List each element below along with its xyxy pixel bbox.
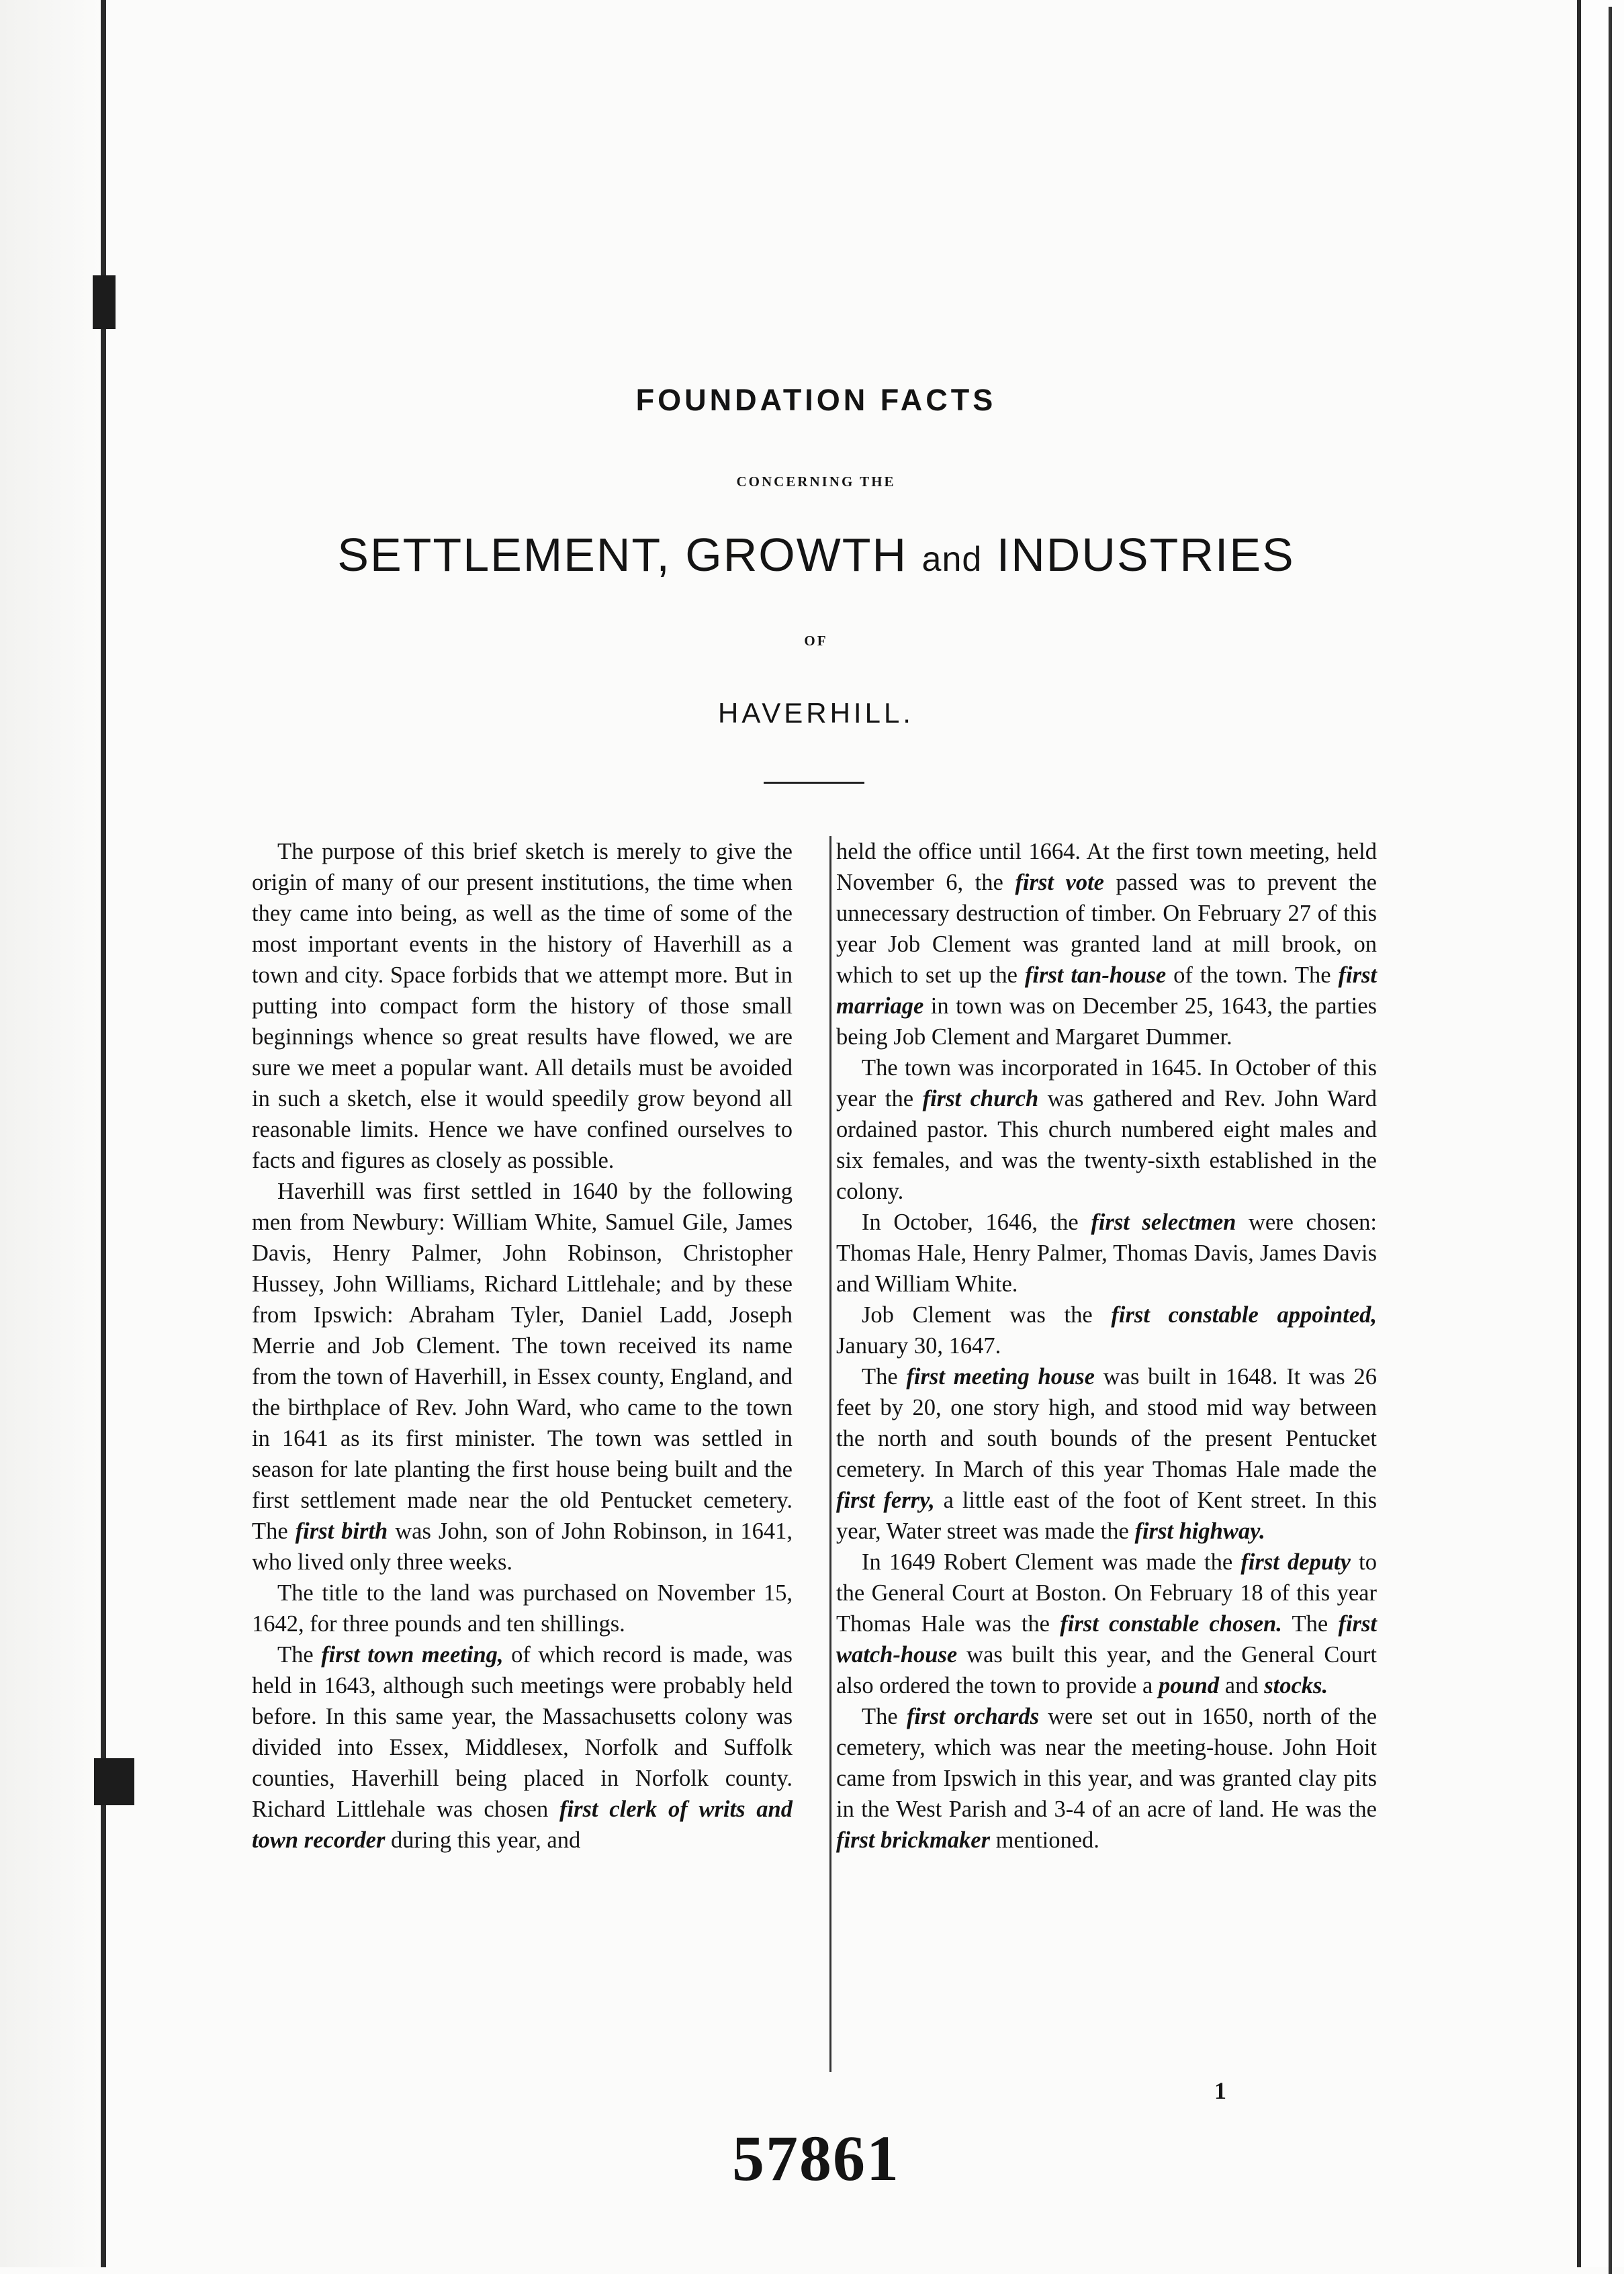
- accession-stamp: 57861: [732, 2122, 900, 2194]
- binding-shadow: [0, 0, 101, 2267]
- paragraph-text: in town was on December 25, 1643, the parties being Job Clement and Margaret Dummer.: [836, 993, 1377, 1050]
- paragraph: [836, 1052, 1377, 1207]
- paragraph: [252, 1176, 793, 1578]
- paragraph-text: January 30, 1647.: [836, 1333, 1001, 1359]
- emphasis-text: first church: [922, 1086, 1039, 1111]
- emphasis-text: first constable chosen.: [1060, 1611, 1282, 1637]
- title-main-part2: INDUSTRIES: [982, 529, 1295, 581]
- paragraph-text: of which record is made, was held in 1643, although such meetings were probably held before. In this same year, the Massachusetts colony was divided into Essex, Middlesex, Norfolk and Suffolk counties, Haverhill being placed in Norfolk county. Richard Littlehale was chosen: [252, 1642, 793, 1822]
- emphasis-text: first orchards: [906, 1704, 1040, 1729]
- paragraph-text: The: [862, 1364, 907, 1390]
- paragraph-text: In 1649 Robert Clement was made the: [862, 1549, 1241, 1575]
- binding-mark-top: [93, 275, 116, 329]
- binding-spine: [101, 0, 106, 2267]
- emphasis-text: stocks.: [1264, 1673, 1328, 1698]
- paragraph-text: The town was incorporated in 1645. In October of this year the: [836, 1055, 1377, 1111]
- paragraph-text: Haverhill was first settled in 1640 by the following men from Newbury: William White, Samuel Gile, James Davis, Henry Palmer, John Robinson, Christopher Hussey, John Williams, Richard Littlehale; and by these from Ipswich: Abraham Tyler, Daniel Ladd, Joseph Merrie and Job Clement. The town received its name from the town of Haverhill, in Essex county, England, and the birthplace of Rev. John Ward, who came to the town in 1641 as its first minister. The town was settled in season for late planting the first house being built and the first settlement made near the old Pentucket cemetery. The: [252, 1179, 793, 1544]
- paragraph: [836, 836, 1377, 1052]
- emphasis-text: first deputy: [1240, 1549, 1351, 1575]
- paragraph: [252, 836, 793, 1176]
- paragraph-text: were chosen: Thomas Hale, Henry Palmer, Thomas Davis, James Davis and William White.: [836, 1210, 1377, 1297]
- paragraph-text: Job Clement was the: [862, 1302, 1112, 1328]
- emphasis-text: first birth: [295, 1518, 388, 1544]
- column-divider: [829, 836, 831, 2072]
- page-number: 1: [1214, 2077, 1226, 2104]
- emphasis-text: first meeting house: [906, 1364, 1095, 1390]
- paragraph-text: and: [1219, 1673, 1265, 1698]
- paragraph-text: mentioned.: [990, 1827, 1099, 1853]
- paragraph-text: In October, 1646, the: [862, 1210, 1091, 1235]
- paragraph-text: The: [862, 1704, 907, 1729]
- paragraph-text: was John, son of John Robinson, in 1641, who lived only three weeks.: [252, 1518, 793, 1575]
- title-of: OF: [804, 633, 828, 649]
- emphasis-text: first town meeting,: [321, 1642, 504, 1668]
- paragraph-text: were set out in 1650, north of the cemetery, which was near the meeting-house. John Hoit came from Ipswich in this year, and was granted clay pits in the West Parish and 3-4 of an acre of land. He was the: [836, 1704, 1378, 1822]
- paragraph-text: during this year, and: [385, 1827, 581, 1853]
- paragraph: [836, 1207, 1377, 1300]
- emphasis-text: first marriage: [836, 962, 1378, 1019]
- emphasis-text: first watch-house: [836, 1611, 1377, 1668]
- page-right-edge-line: [1609, 7, 1612, 2274]
- paragraph-text: The: [1281, 1611, 1339, 1637]
- emphasis-text: first ferry,: [836, 1488, 935, 1513]
- paragraph: [252, 1578, 793, 1639]
- paragraph-text: passed was to prevent the unnecessary destruction of timber. On February 27 of this year Job Clement was granted land at mill brook, on which to set up the: [836, 870, 1377, 988]
- title-rule: [764, 782, 864, 784]
- paragraph-text: The: [277, 1642, 322, 1668]
- title-main-part1: SETTLEMENT, GROWTH: [337, 529, 922, 581]
- paragraph-text: to the General Court at Boston. On February 18 of this year Thomas Hale was the: [836, 1549, 1377, 1637]
- emphasis-text: first selectmen: [1091, 1210, 1236, 1235]
- title-foundation-facts: FOUNDATION FACTS: [635, 383, 997, 417]
- emphasis-text: first brickmaker: [836, 1827, 991, 1853]
- paragraph: [252, 1639, 793, 1856]
- left-column: [252, 836, 793, 1856]
- emphasis-text: first constable appointed,: [1111, 1302, 1378, 1328]
- title-concerning: CONCERNING THE: [736, 473, 896, 490]
- paragraph: [836, 1547, 1377, 1701]
- page-right-edge: [1577, 0, 1624, 2267]
- paragraph-text: The title to the land was purchased on November 15, 1642, for three pounds and ten shillings.: [252, 1580, 793, 1637]
- emphasis-text: first tan-house: [1024, 962, 1167, 988]
- paragraph: [836, 1361, 1377, 1547]
- paragraph-text: The purpose of this brief sketch is merely to give the origin of many of our present institutions, the time when they came into being, as well as the time of some of the most important events in the history of Haverhill as a town and city. Space forbids that we attempt more. But in putting into compact form the history of those small beginnings whence so great results have flowed, we are sure we meet a popular want. All details must be avoided in such a sketch, else it would speedily grow beyond all reasonable limits. Hence we have confined ourselves to facts and figures as closely as possible.: [252, 839, 793, 1173]
- paragraph-text: was built in 1648. It was 26 feet by 20, one story high, and stood mid way between the north and south bounds of the present Pentucket cemetery. In March of this year Thomas Hale made the: [836, 1364, 1377, 1482]
- paragraph-text: was gathered and Rev. John Ward ordained pastor. This church numbered eight males and six females, and was the twenty-sixth established in the colony.: [836, 1086, 1378, 1204]
- paragraph-text: of the town. The: [1166, 962, 1339, 988]
- emphasis-text: first highway.: [1134, 1518, 1265, 1544]
- paragraph: [836, 1300, 1377, 1361]
- title-haverhill: HAVERHILL.: [718, 697, 914, 729]
- emphasis-text: first clerk of writs and town recorder: [252, 1797, 793, 1853]
- paragraph: [836, 1701, 1377, 1856]
- paragraph-text: held the office until 1664. At the first town meeting, held November 6, the: [836, 839, 1377, 895]
- right-column: [836, 836, 1377, 1856]
- emphasis-text: pound: [1159, 1673, 1220, 1698]
- paragraph-text: was built this year, and the General Court also ordered the town to provide a: [836, 1642, 1377, 1698]
- title-main-and: and: [921, 540, 983, 579]
- paragraph-text: a little east of the foot of Kent street. In this year, Water street was made the: [836, 1488, 1378, 1544]
- emphasis-text: first vote: [1015, 870, 1104, 895]
- title-main: [161, 528, 1471, 582]
- binding-mark-bottom: [94, 1758, 134, 1805]
